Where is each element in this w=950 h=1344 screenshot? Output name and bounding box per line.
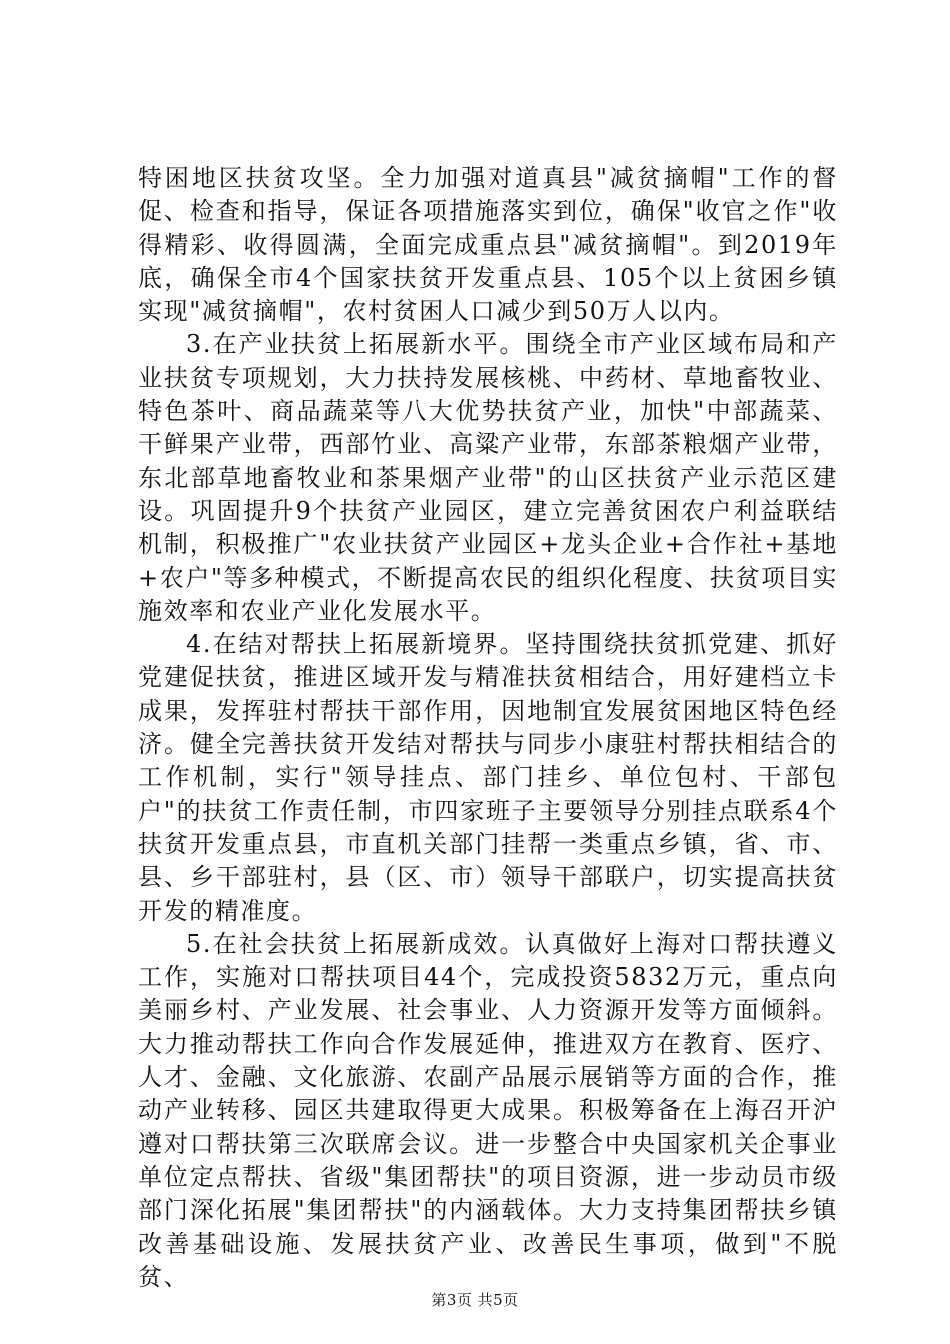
page-footer: 第3页 共5页 <box>431 1291 519 1309</box>
paragraph-continued: 特困地区扶贫攻坚。全力加强对道真县"减贫摘帽"工作的督促、检查和指导，保证各项措施落实到位，确保"收官之作"收得精彩、收得圆满，全面完成重点县"减贫摘帽"。到2019年底，确保全市4个国家扶贫开发重点县、105个以上贫困乡镇实现"减贫摘帽"，农村贫困人口减少到50万人以内。 <box>138 164 838 326</box>
paragraph-paired-assistance: 4.在结对帮扶上拓展新境界。坚持围绕扶贫抓党建、抓好党建促扶贫，推进区域开发与精准扶贫相结合，用好建档立卡成果，发挥驻村帮扶干部作用，因地制宜发展贫困地区特色经济。健全完善扶贫开发结对帮扶与同步小康驻村帮扶相结合的工作机制，实行"领导挂点、部门挂乡、单位包村、干部包户"的扶贫工作责任制，市四家班子主要领导分别挂点联系4个扶贫开发重点县，市直机关部门挂帮一类重点乡镇，省、市、县、乡干部驻村，县（区、市）领导干部联户，切实提高扶贫开发的精准度。 <box>138 630 838 925</box>
paragraph-social-poverty: 5.在社会扶贫上拓展新成效。认真做好上海对口帮扶遵义工作，实施对口帮扶项目44个，完成投资5832万元，重点向美丽乡村、产业发展、社会事业、人力资源开发等方面倾斜。大力推动帮扶工作向合作发展延伸，推进双方在教育、医疗、人才、金融、文化旅游、农副产品展示展销等方面的合作，推动产业转移、园区共建取得更大成果。积极筹备在上海召开沪遵对口帮扶第三次联席会议。进一步整合中央国家机关企事业单位定点帮扶、省级"集团帮扶"的项目资源，进一步动员市级部门深化拓展"集团帮扶"的内涵载体。大力支持集团帮扶乡镇改善基础设施、发展扶贫产业、改善民生事项，做到"不脱贫、 <box>138 929 838 1291</box>
paragraph-industry-poverty: 3.在产业扶贫上拓展新水平。围绕全市产业区域布局和产业扶贫专项规划，大力扶持发展核桃、中药材、草地畜牧业、特色茶叶、商品蔬菜等八大优势扶贫产业，加快"中部蔬菜、干鲜果产业带，西部竹业、高粱产业带，东部茶粮烟产业带，东北部草地畜牧业和茶果烟产业带"的山区扶贫产业示范区建设。巩固提升9个扶贫产业园区，建立完善贫困农户利益联结机制，积极推广"农业扶贫产业园区+龙头企业+合作社+基地+农户"等多种模式，不断提高农民的组织化程度、扶贫项目实施效率和农业产业化发展水平。 <box>138 330 838 625</box>
document-body <box>138 162 838 1294</box>
